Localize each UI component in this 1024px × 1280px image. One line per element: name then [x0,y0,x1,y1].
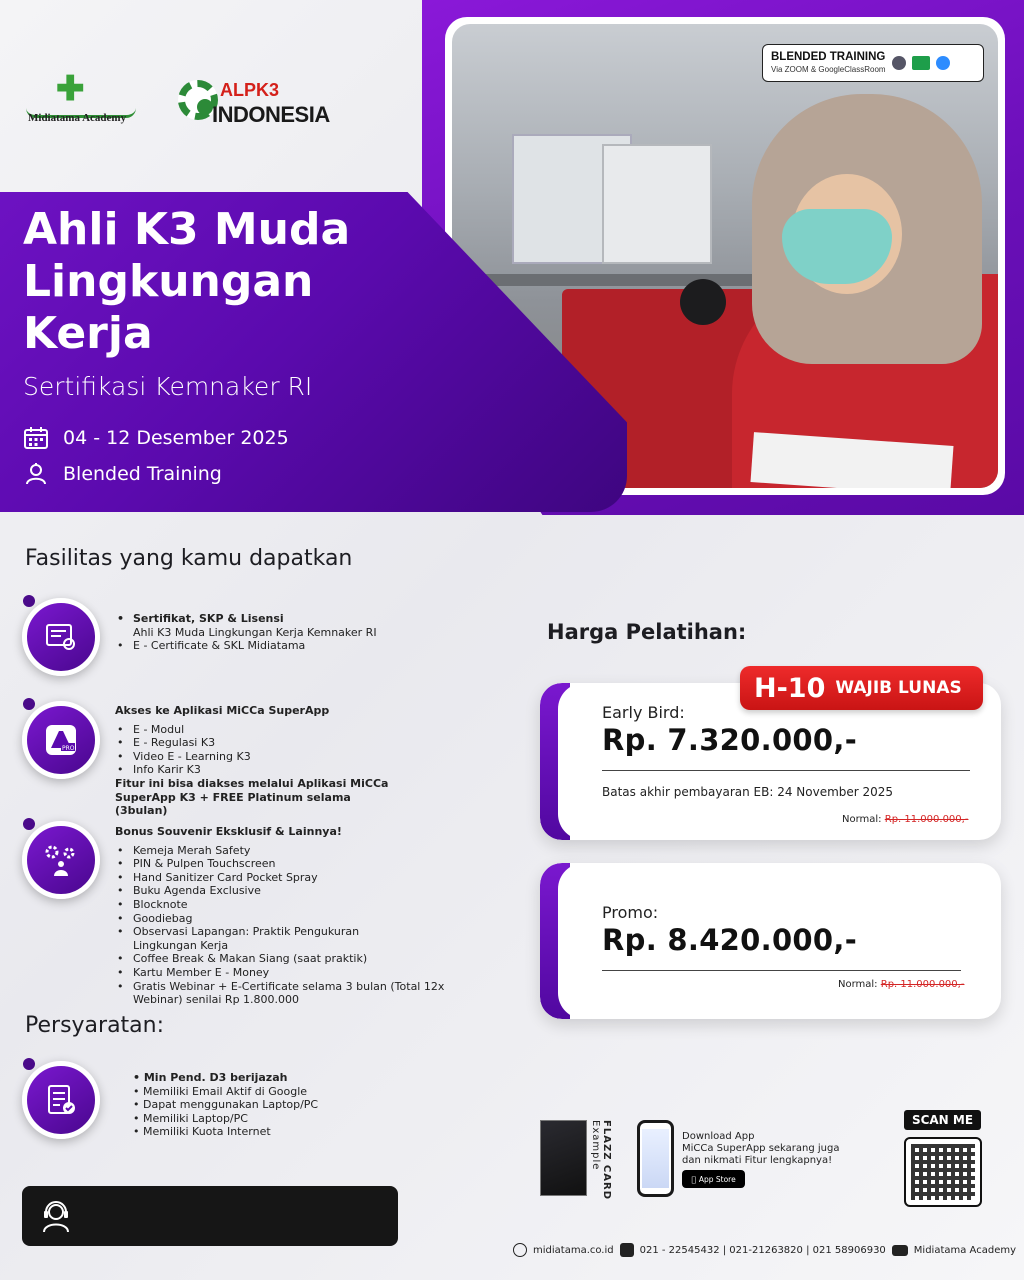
h10-small: WAJIB LUNAS [835,678,962,698]
facilities-title: Fasilitas yang kamu dapatkan [25,546,353,571]
facility-line: • Buku Agenda Exclusive [115,884,460,898]
scan-me-label: SCAN ME [904,1110,981,1130]
course-date: 04 - 12 Desember 2025 [63,427,289,449]
requirements-list [115,1071,318,1139]
requirement-line: • Memiliki Email Aktif di Google [133,1084,308,1098]
requirement-line: • Memiliki Laptop/PC [133,1111,248,1125]
svg-text:PRO: PRO [62,745,75,752]
promo-normal [838,979,964,990]
facility-head: • Sertifikat, SKP & Lisensi [115,612,377,626]
early-bird-price: Rp. 7.320.000,- [602,723,858,757]
facility-bonus [115,825,460,1007]
footer [513,1243,1016,1257]
normal-price: Rp. 11.000.000,- [880,979,965,990]
facility-line: • Coffee Break & Makan Siang (saat praktik) [115,952,460,966]
download-title: Download App [682,1131,755,1142]
midiatama-logo-text: Midiatama Academy [28,112,127,124]
checklist-icon [22,1061,100,1139]
bullet-dot [23,818,35,830]
youtube-icon [892,1245,908,1256]
calendar-icon [23,426,49,450]
app-store-label: App Store [696,1174,734,1184]
mode-row [23,462,222,486]
course-mode: Blended Training [63,463,222,485]
requirement-line: • Dapat menggunakan Laptop/PC [133,1098,319,1112]
h10-badge [740,666,983,710]
early-bird-deadline: Batas akhir pembayaran EB: 24 November 2025 [602,785,894,799]
footer-youtube[interactable]: Midiatama Academy [913,1244,1017,1256]
phone-icon [620,1243,634,1257]
bullet-dot [23,1058,35,1070]
facility-line: • Goodiebag [115,912,460,926]
facility-app [115,704,405,818]
h10-big: H-10 [754,672,826,704]
app-store-button[interactable] [682,1170,745,1188]
requirements-title: Persyaratan: [25,1013,165,1038]
headset-icon [38,1198,74,1234]
facility-note: Fitur ini bisa diakses melalui Aplikasi MiCCa SuperApp K3 + FREE Platinum selama (3bulan) [115,776,389,818]
download-desc: MiCCa SuperApp sekarang juga dan nikmati Fitur lengkapnya! [682,1143,840,1166]
footer-phones: 021 - 22545432 | 021-21263820 | 021 58906930 [639,1244,886,1256]
facility-line: • E - Modul [115,723,405,737]
facility-line: • Observasi Lapangan: Praktik Pengukuran Lingkungan Kerja [115,925,395,952]
training-icon [23,462,49,486]
badge-subtitle: Via ZOOM & GoogleClassRoom [771,64,886,74]
early-bird-normal [842,814,968,825]
facility-line: • Info Karir K3 [115,763,405,777]
flazz-card-label [590,1120,612,1200]
gears-person-icon [22,821,100,899]
camera-icon [892,56,906,70]
apple-icon [691,1175,696,1184]
promo-card [540,863,1001,1019]
alpk3-logo-bottom: INDONESIA [212,102,330,127]
date-row [23,426,289,450]
midiatama-logo: ✚ Midiatama Academy [26,70,151,130]
facility-line: • Kemeja Merah Safety [115,844,460,858]
early-bird-label: Early Bird: [602,703,685,722]
certificate-icon [22,598,100,676]
blended-training-badge [762,44,984,82]
bullet-dot [23,698,35,710]
globe-icon [513,1243,527,1257]
facility-line: • Blocknote [115,898,460,912]
flazz-sub: Example [590,1120,601,1171]
facility-line: • E - Certificate & SKL Midiatama [115,639,377,653]
google-classroom-icon [912,56,930,70]
pricing-title: Harga Pelatihan: [547,620,747,644]
download-text [682,1131,852,1167]
promo-label: Promo: [602,903,659,922]
badge-title: BLENDED TRAINING [771,51,886,64]
course-title: Ahli K3 Muda Lingkungan Kerja [23,204,351,359]
course-subtitle: Sertifikasi Kemnaker RI [23,372,313,401]
facility-line: Ahli K3 Muda Lingkungan Kerja Kemnaker RI [133,625,377,639]
facility-line: • Hand Sanitizer Card Pocket Spray [115,871,460,885]
facility-line: • PIN & Pulpen Touchscreen [115,857,460,871]
normal-price: Rp. 11.000.000,- [884,814,969,825]
footer-website[interactable]: midiatama.co.id [533,1244,614,1256]
facility-line: • Gratis Webinar + E-Certificate selama 3 bulan (Total 12x Webinar) senilai Rp 1.800.000 [115,980,460,1007]
promo-price: Rp. 8.420.000,- [602,923,858,957]
alpk3-logo [178,80,328,130]
phone-mockup [637,1120,674,1197]
flazz-title: FLAZZ CARD [601,1120,612,1201]
flazz-card-image [540,1120,587,1196]
requirement-line: • Min Pend. D3 berijazah [133,1071,288,1084]
alpk3-logo-top: ALPK3 [220,80,280,100]
contact-bar[interactable] [22,1186,398,1246]
app-icon [22,701,100,779]
zoom-icon [936,56,950,70]
facility-certificate [115,612,377,653]
bullet-dot [23,595,35,607]
qr-code[interactable] [904,1137,982,1207]
facility-line: • Video E - Learning K3 [115,750,405,764]
facility-line: • E - Regulasi K3 [115,736,405,750]
facility-line: • Kartu Member E - Money [115,966,460,980]
facility-head: Bonus Souvenir Eksklusif & Lainnya! [115,825,342,838]
normal-label: Normal: [842,814,882,825]
requirement-line: • Memiliki Kuota Internet [133,1125,271,1139]
facility-head: Akses ke Aplikasi MiCCa SuperApp [115,704,330,717]
normal-label: Normal: [838,979,878,990]
